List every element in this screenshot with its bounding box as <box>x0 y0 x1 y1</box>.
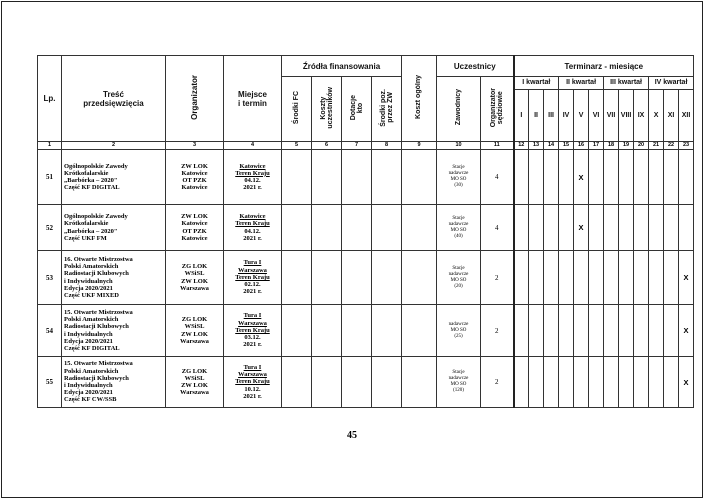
row-empty-cell <box>402 357 437 408</box>
header-month: XII <box>679 90 694 142</box>
row-empty-cell <box>282 305 312 357</box>
row-empty-cell <box>402 305 437 357</box>
row-sedziowie: 2 <box>481 251 514 305</box>
column-number: 5 <box>282 142 312 150</box>
row-month-mark <box>649 305 664 357</box>
row-month-mark <box>589 205 604 251</box>
row-empty-cell <box>372 205 402 251</box>
row-organizator: ZG LOK WSiSL ZW LOK Warszawa <box>166 251 224 305</box>
row-miejsce-date: 10.12. 2021 r. <box>243 385 262 400</box>
header-uczestnicy: Uczestnicy <box>437 56 514 77</box>
header-month: II <box>529 90 544 142</box>
row-month-mark <box>514 205 529 251</box>
row-month-mark <box>634 205 649 251</box>
row-month-mark <box>544 150 559 205</box>
column-number: 17 <box>589 142 604 150</box>
row-tresc: Ogólnopolskie Zawody Krótkofalarskie „Barbórka – 2020" Część KF DIGITAL <box>62 150 166 205</box>
row-month-mark <box>664 251 679 305</box>
row-month-mark <box>649 150 664 205</box>
column-number: 22 <box>664 142 679 150</box>
row-empty-cell <box>402 205 437 251</box>
row-empty-cell <box>342 305 372 357</box>
header-month: III <box>544 90 559 142</box>
row-lp: 53 <box>38 251 62 305</box>
header-month: IV <box>559 90 574 142</box>
row-month-mark: X <box>679 305 694 357</box>
row-month-mark <box>634 251 649 305</box>
header-miejsce: Miejsce i termin <box>224 56 282 142</box>
row-month-mark <box>604 205 619 251</box>
row-empty-cell <box>282 251 312 305</box>
row-zawodnicy: Stacje nadawcze MO SO (120) <box>437 357 481 408</box>
column-number: 8 <box>372 142 402 150</box>
table-row <box>38 205 694 251</box>
row-empty-cell <box>312 251 342 305</box>
row-zawodnicy: nadawcze MO SO (25) <box>437 305 481 357</box>
row-month-mark <box>619 150 634 205</box>
row-month-mark <box>529 305 544 357</box>
row-miejsce <box>224 150 282 205</box>
row-miejsce-place: Katowice Teren Kraju <box>235 213 270 228</box>
row-month-mark <box>559 205 574 251</box>
row-sedziowie: 4 <box>481 150 514 205</box>
header-kwartal-1: I kwartał <box>514 77 559 90</box>
header-tresc: Treść przedsięwzięcia <box>62 56 166 142</box>
column-number: 20 <box>634 142 649 150</box>
row-month-mark <box>664 150 679 205</box>
row-zawodnicy: Stacje nadawcze MO SO (30) <box>437 150 481 205</box>
row-empty-cell <box>372 305 402 357</box>
row-month-mark <box>544 251 559 305</box>
row-tresc: 16. Otwarte Mistrzostwa Polski Amatorskich Radiostacji Klubowych i Indywidualnych Edycja 2020/2021 Część UKF MIXED <box>62 251 166 305</box>
header-zrodla-finansowania: Źródła finansowania <box>282 56 402 77</box>
row-month-mark <box>514 305 529 357</box>
row-empty-cell <box>342 357 372 408</box>
row-month-mark <box>664 357 679 408</box>
row-month-mark <box>529 357 544 408</box>
header-srodki-fc: Środki FC <box>282 77 312 142</box>
row-month-mark: X <box>679 357 694 408</box>
row-month-mark <box>574 251 589 305</box>
row-month-mark <box>544 357 559 408</box>
row-zawodnicy: Stacje nadawcze MO SO (40) <box>437 205 481 251</box>
header-zawodnicy: Zawodnicy <box>437 77 481 142</box>
row-month-mark <box>514 251 529 305</box>
column-number: 6 <box>312 142 342 150</box>
table-row <box>38 150 694 205</box>
row-sedziowie: 2 <box>481 305 514 357</box>
row-month-mark <box>529 150 544 205</box>
row-lp: 52 <box>38 205 62 251</box>
row-month-mark <box>619 357 634 408</box>
row-miejsce <box>224 305 282 357</box>
row-empty-cell <box>342 205 372 251</box>
column-number: 13 <box>529 142 544 150</box>
column-number: 3 <box>166 142 224 150</box>
header-month: XI <box>664 90 679 142</box>
row-month-mark <box>589 150 604 205</box>
column-number: 23 <box>679 142 694 150</box>
header-srodki-zw: Środki poz. przez ZW <box>372 77 402 142</box>
row-empty-cell <box>282 357 312 408</box>
row-lp: 55 <box>38 357 62 408</box>
column-number: 11 <box>481 142 514 150</box>
row-month-mark <box>604 251 619 305</box>
row-month-mark <box>619 305 634 357</box>
row-empty-cell <box>282 205 312 251</box>
row-empty-cell <box>342 251 372 305</box>
row-organizator: ZG LOK WSiSL ZW LOK Warszawa <box>166 305 224 357</box>
header-koszt-ogolny: Koszt ogólny <box>402 56 437 142</box>
row-month-mark <box>679 150 694 205</box>
row-empty-cell <box>402 150 437 205</box>
row-month-mark <box>559 251 574 305</box>
row-tresc: Ogólnopolskie Zawody Krótkofalarskie „Barbórka – 2020" Część UKF FM <box>62 205 166 251</box>
header-month: VII <box>604 90 619 142</box>
page-number: 45 <box>347 430 357 441</box>
row-month-mark <box>679 205 694 251</box>
row-miejsce <box>224 251 282 305</box>
row-empty-cell <box>312 205 342 251</box>
row-month-mark <box>589 305 604 357</box>
column-number: 7 <box>342 142 372 150</box>
column-number: 21 <box>649 142 664 150</box>
header-terminarz: Terminarz - miesiące <box>514 56 694 77</box>
row-miejsce-place: Tura I Warszawa Teren Kraju <box>235 363 270 386</box>
column-number: 1 <box>38 142 62 150</box>
column-number: 12 <box>514 142 529 150</box>
row-miejsce-date: 02.12. 2021 r. <box>243 281 262 296</box>
row-empty-cell <box>372 150 402 205</box>
row-month-mark <box>559 305 574 357</box>
row-month-mark <box>604 305 619 357</box>
row-empty-cell <box>282 150 312 205</box>
header-month: IX <box>634 90 649 142</box>
row-miejsce <box>224 205 282 251</box>
column-number: 19 <box>619 142 634 150</box>
row-month-mark: X <box>574 150 589 205</box>
row-tresc: 15. Otwarte Mistrzostwa Polski Amatorskich Radiostacji Klubowych i Indywidualnych Edycja 2020/2021 Część KF CW/SSB <box>62 357 166 408</box>
table-row <box>38 251 694 305</box>
row-month-mark <box>544 305 559 357</box>
event-schedule-table <box>37 55 694 408</box>
header-month: VIII <box>619 90 634 142</box>
row-month-mark <box>589 251 604 305</box>
row-miejsce-place: Katowice Teren Kraju <box>235 162 270 177</box>
row-month-mark <box>649 205 664 251</box>
row-tresc: 15. Otwarte Mistrzostwa Polski Amatorskich Radiostacji Klubowych i Indywidualnych Edycja 2020/2021 Część KF DIGITAL <box>62 305 166 357</box>
row-month-mark <box>634 357 649 408</box>
row-miejsce-date: 03.12. 2021 r. <box>243 334 262 349</box>
row-sedziowie: 2 <box>481 357 514 408</box>
row-month-mark <box>574 357 589 408</box>
column-number: 18 <box>604 142 619 150</box>
row-empty-cell <box>372 251 402 305</box>
header-month: VI <box>589 90 604 142</box>
row-empty-cell <box>372 357 402 408</box>
row-month-mark <box>589 357 604 408</box>
row-month-mark <box>604 150 619 205</box>
column-number: 9 <box>402 142 437 150</box>
row-month-mark <box>664 305 679 357</box>
row-miejsce-date: 04.12. 2021 r. <box>243 177 262 192</box>
header-kwartal-2: II kwartał <box>559 77 604 90</box>
row-empty-cell <box>312 305 342 357</box>
row-month-mark <box>559 357 574 408</box>
row-lp: 51 <box>38 150 62 205</box>
row-month-mark <box>634 305 649 357</box>
row-month-mark <box>514 150 529 205</box>
header-month: V <box>574 90 589 142</box>
table-row <box>38 305 694 357</box>
row-month-mark <box>529 205 544 251</box>
row-organizator: ZW LOK Katowice OT PZK Katowice <box>166 150 224 205</box>
header-kwartal-4: IV kwartał <box>649 77 694 90</box>
header-lp: Lp. <box>38 56 62 142</box>
row-miejsce <box>224 357 282 408</box>
row-month-mark <box>649 357 664 408</box>
header-organizator-sedziowie: Organizator sędziowie <box>481 77 514 142</box>
header-kwartal-3: III kwartał <box>604 77 649 90</box>
table-row <box>38 357 694 408</box>
column-number: 4 <box>224 142 282 150</box>
column-number: 15 <box>559 142 574 150</box>
row-organizator: ZW LOK Katowice OT PZK Katowice <box>166 205 224 251</box>
row-month-mark <box>559 150 574 205</box>
header-koszty-uczestnikow: Koszty uczestników <box>312 77 342 142</box>
row-month-mark <box>619 205 634 251</box>
header-month: X <box>649 90 664 142</box>
row-zawodnicy: Stacje nadawcze MO SO (20) <box>437 251 481 305</box>
row-month-mark <box>664 205 679 251</box>
row-miejsce-place: Tura I Warszawa Teren Kraju <box>235 312 270 334</box>
row-month-mark <box>619 251 634 305</box>
row-month-mark <box>544 205 559 251</box>
row-month-mark <box>649 251 664 305</box>
row-empty-cell <box>342 150 372 205</box>
column-number: 10 <box>437 142 481 150</box>
row-miejsce-place: Tura I Warszawa Teren Kraju <box>235 259 270 281</box>
row-empty-cell <box>312 357 342 408</box>
header-month: I <box>514 90 529 142</box>
row-month-mark <box>529 251 544 305</box>
row-organizator: ZG LOK WSiSL ZW LOK Warszawa <box>166 357 224 408</box>
row-month-mark: X <box>574 205 589 251</box>
row-lp: 54 <box>38 305 62 357</box>
row-month-mark <box>604 357 619 408</box>
row-month-mark <box>634 150 649 205</box>
column-number: 16 <box>574 142 589 150</box>
row-empty-cell <box>402 251 437 305</box>
row-month-mark: X <box>679 251 694 305</box>
header-organizator: Organizator <box>166 56 224 142</box>
row-month-mark <box>514 357 529 408</box>
header-dotacje: Dotacje kto <box>342 77 372 142</box>
row-miejsce-date: 04.12. 2021 r. <box>243 227 262 242</box>
column-number: 14 <box>544 142 559 150</box>
row-empty-cell <box>312 150 342 205</box>
column-number: 2 <box>62 142 166 150</box>
row-sedziowie: 4 <box>481 205 514 251</box>
row-month-mark <box>574 305 589 357</box>
